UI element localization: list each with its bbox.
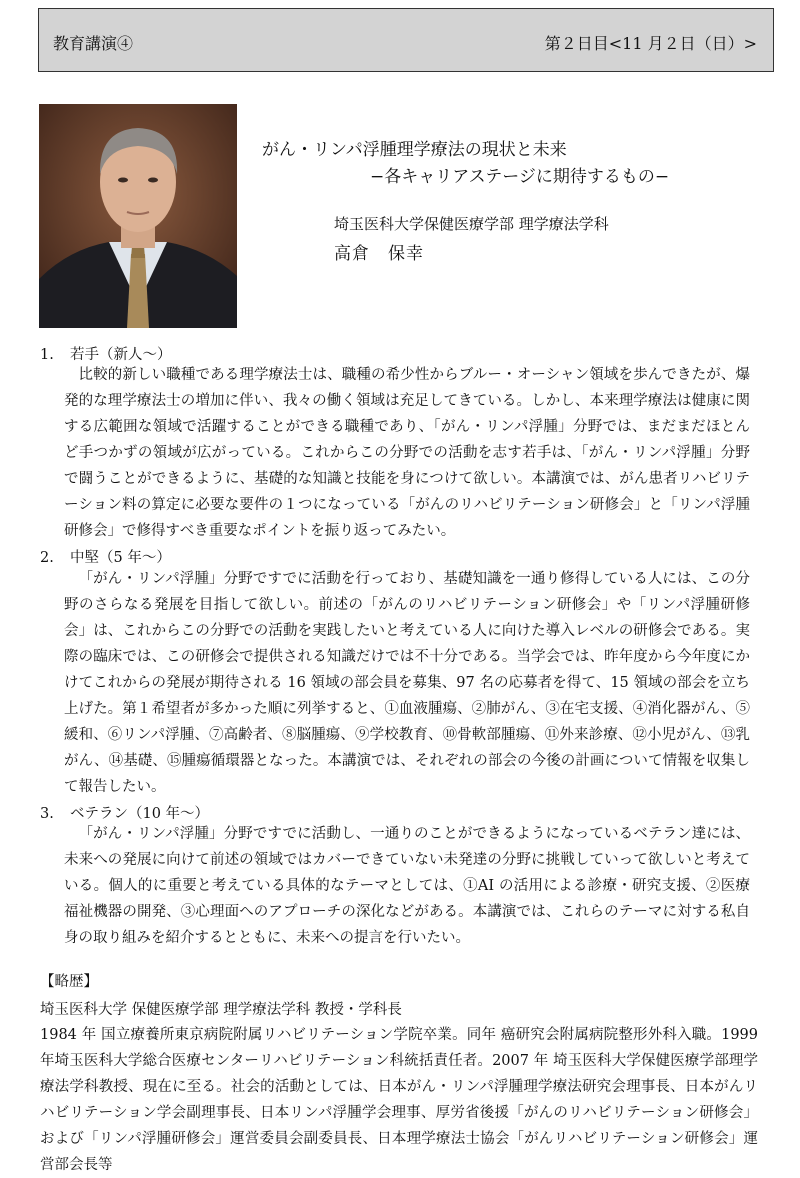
- section-body: 比較的新しい職種である理学療法士は、職種の希少性からブルー・オーシャン領域を歩んできたが、爆発的な理学療法士の増加に伴い、我々の働く領域は充足してきている。しかし、本来理学療法は健康に関する広範囲な領域で活躍することができる職種であり、「がん・リンパ浮腫」分野では、まだまだほとんど手つかずの領域が広がっている。これからこの分野での活動を志す若手は、「がん・リンパ浮腫」分野で闘うことができるように、基礎的な知識と技能を身につけて欲しい。本講演では、がん患者リハビリテーション料の算定に必要な要件の１つになっている「がんのリハビリテーション研修会」と「リンパ浮腫研修会」で修得すべき重要なポイントを振り返ってみたい。: [64, 367, 750, 539]
- career-heading: 【略歴】: [40, 974, 98, 990]
- session-header: [38, 8, 774, 72]
- section-title: ベテラン（10 年〜）: [70, 806, 210, 822]
- section-number: 3.: [40, 806, 54, 822]
- career-body: 1984 年 国立療養所東京病院附属リハビリテーション学院卒業。同年 癌研究会附属病院整形外科入職。1999 年埼玉医科大学総合医療センターリハビリテーション科統括責任者。2007 年 埼玉医科大学保健医療学部理学療法学科教授、現在に至る。社会的活動としては、日本がん・リンパ浮腫理学療法研究会理事長、日本がんリハビリテーション学会副理事長、日本リンパ浮腫学会理事、厚労省後援「がんのリハビリテーション研修会」および「リンパ浮腫研修会」運営委員会副委員長、日本理学療法士協会「がんリハビリテーション研修会」運営部会長等: [40, 1027, 758, 1173]
- speaker-name: 高倉 保幸: [334, 244, 424, 264]
- section-body: 「がん・リンパ浮腫」分野ですでに活動を行っており、基礎知識を一通り修得している人には、この分野のさらなる発展を目指して欲しい。前述の「がんのリハビリテーション研修会」や「リンパ浮腫研修会」は、これからこの分野での活動を実践したいと考えている人に向けた導入レベルの研修会である。実際の臨床では、この研修会で提供される知識だけでは不十分である。当学会では、昨年度から今年度にかけてこれからの発展が期待される 16 領域の部会員を募集、97 名の応募者を得て、15 領域の部会を立ち上げた。第１希望者が多かった順に列挙すると、①血液腫瘍、②肺がん、③在宅支援、④消化器がん、⑤緩和、⑥リンパ浮腫、⑦高齢者、⑧脳腫瘍、⑨学校教育、⑩骨軟部腫瘍、⑪外来診療、⑫小児がん、⑬乳がん、⑭基礎、⑮腫瘍循環器となった。本講演では、それぞれの部会の今後の計画について情報を収集して報告したい。: [64, 571, 750, 795]
- career-title-line: 埼玉医科大学 保健医療学部 理学療法学科 教授・学科長: [40, 1002, 402, 1018]
- section-heading: [40, 802, 209, 823]
- lecture-subtitle: −各キャリアステージに期待するもの−: [370, 167, 670, 187]
- section-heading: [40, 343, 172, 364]
- section-heading: [40, 546, 171, 567]
- section-number: 1.: [40, 347, 54, 363]
- lecture-title: がん・リンパ浮腫理学療法の現状と未来: [262, 140, 567, 160]
- speaker-affiliation: 埼玉医科大学保健医療学部 理学療法学科: [334, 215, 609, 233]
- session-label: 教育講演④: [53, 34, 134, 53]
- section-title: 若手（新人〜）: [70, 347, 172, 363]
- speaker-photo: [39, 104, 237, 328]
- section-body: 「がん・リンパ浮腫」分野ですでに活動し、一通りのことができるようになっているベテラン達には、未来への発展に向けて前述の領域ではカバーできていない未発達の分野に挑戦していって欲しいと考えている。個人的に重要と考えている具体的なテーマとしては、①AI の活用による診療・研究支援、②医療福祉機器の開発、③心理面へのアプローチの深化などがある。本講演では、これらのテーマに対する私自身の取り組みを紹介するとともに、未来への提言を行いたい。: [64, 826, 750, 946]
- session-date: 第２日目<11 月２日（日）>: [544, 34, 757, 53]
- section-title: 中堅（5 年〜）: [70, 550, 171, 566]
- section-number: 2.: [40, 550, 54, 566]
